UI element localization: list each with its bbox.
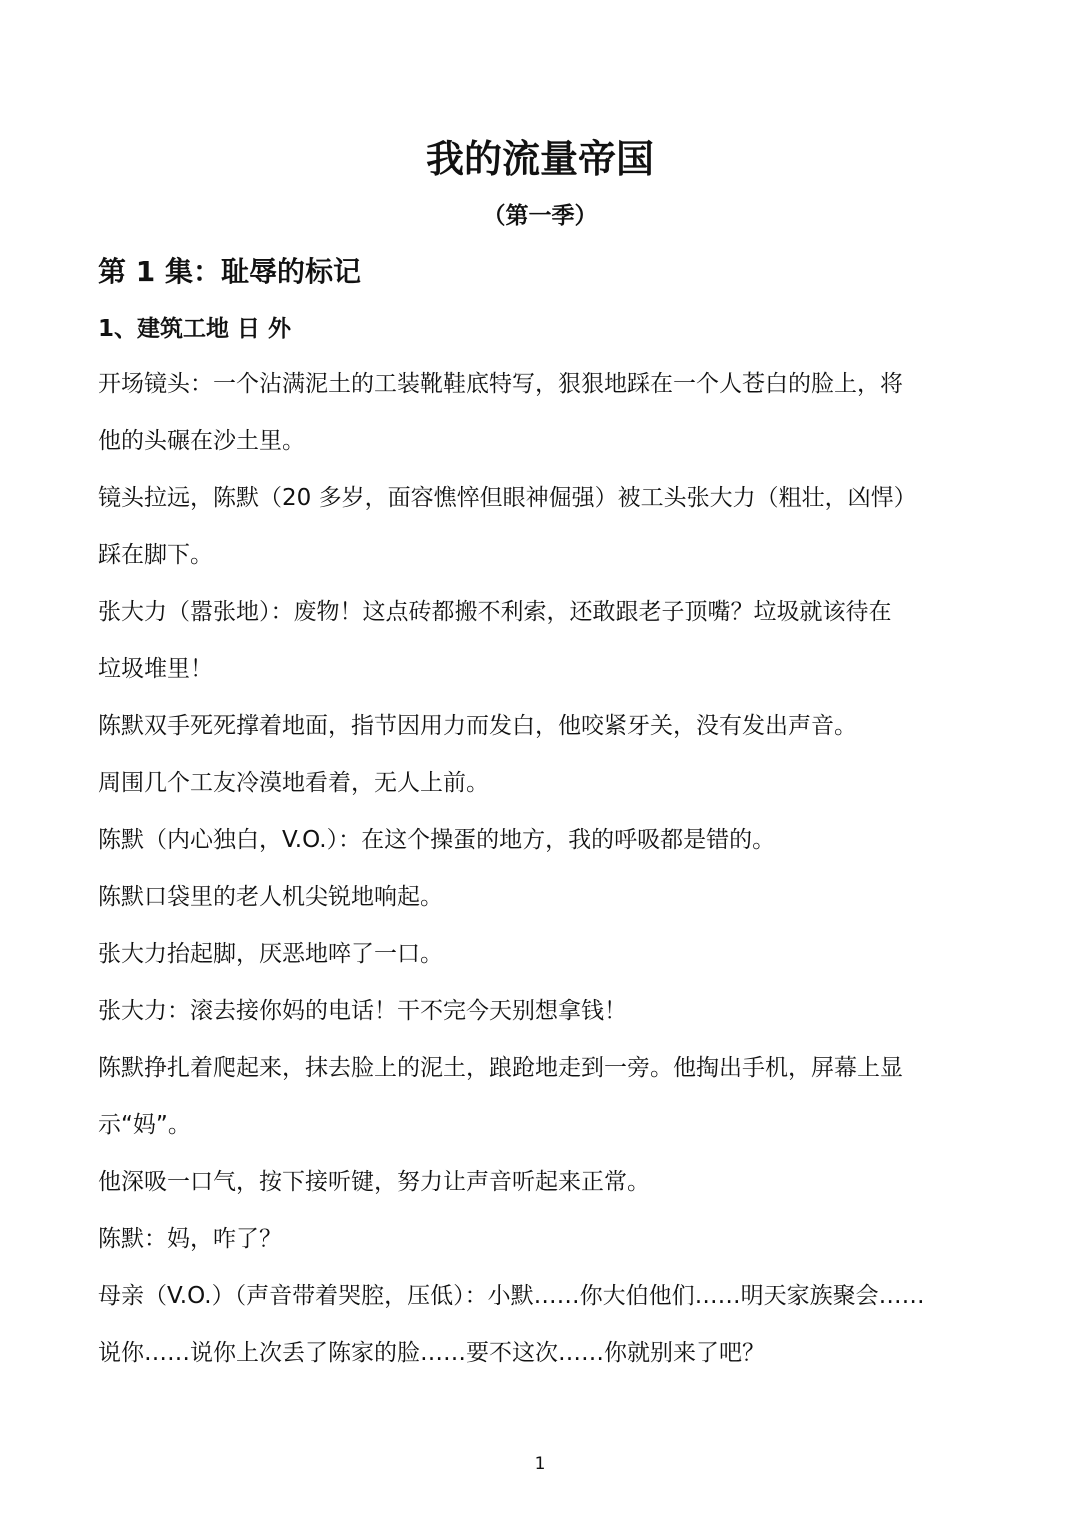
page-number: 1 [534, 1454, 546, 1474]
script-line: 他深吸一口气，按下接听键，努力让声音听起来正常。 [98, 1169, 650, 1195]
script-line: 陈默（内心独白，V.O.）：在这个操蛋的地方，我的呼吸都是错的。 [98, 827, 776, 853]
script-line: 张大力（嚣张地）：废物！这点砖都搬不利索，还敢跟老子顶嘴？垃圾就该待在 [98, 599, 892, 625]
document-title: 我的流量帝国 [425, 137, 654, 181]
script-line: 踩在脚下。 [98, 542, 213, 568]
scene-heading: 1、建筑工地 日 外 [98, 316, 292, 342]
episode-heading: 第 1 集：耻辱的标记 [98, 255, 361, 288]
script-line: 周围几个工友冷漠地看着，无人上前。 [98, 770, 489, 796]
script-line: 他的头碾在沙土里。 [98, 428, 305, 454]
script-line: 陈默：妈，咋了？ [98, 1226, 282, 1252]
script-line: 张大力抬起脚，厌恶地啐了一口。 [98, 941, 443, 967]
script-line: 说你……说你上次丢了陈家的脸……要不这次……你就别来了吧？ [98, 1340, 765, 1366]
script-line: 镜头拉远，陈默（20 多岁，面容憔悴但眼神倔强）被工头张大力（粗壮，凶悍） [98, 485, 917, 511]
script-body [98, 356, 982, 1382]
script-line: 陈默口袋里的老人机尖锐地响起。 [98, 884, 443, 910]
script-line: 陈默双手死死撑着地面，指节因用力而发白，他咬紧牙关，没有发出声音。 [98, 713, 857, 739]
script-line: 母亲（V.O.）（声音带着哭腔，压低）：小默……你大伯他们……明天家族聚会…… [98, 1283, 925, 1309]
script-line: 垃圾堆里！ [98, 656, 213, 682]
script-line: 张大力：滚去接你妈的电话！干不完今天别想拿钱！ [98, 998, 627, 1024]
script-line: 陈默挣扎着爬起来，抹去脸上的泥土，踉跄地走到一旁。他掏出手机，屏幕上显 [98, 1055, 903, 1081]
script-line: 开场镜头：一个沾满泥土的工装靴鞋底特写，狠狠地踩在一个人苍白的脸上，将 [98, 371, 903, 397]
script-line: 示“妈”。 [98, 1112, 191, 1138]
season-subtitle: （第一季） [482, 203, 598, 229]
